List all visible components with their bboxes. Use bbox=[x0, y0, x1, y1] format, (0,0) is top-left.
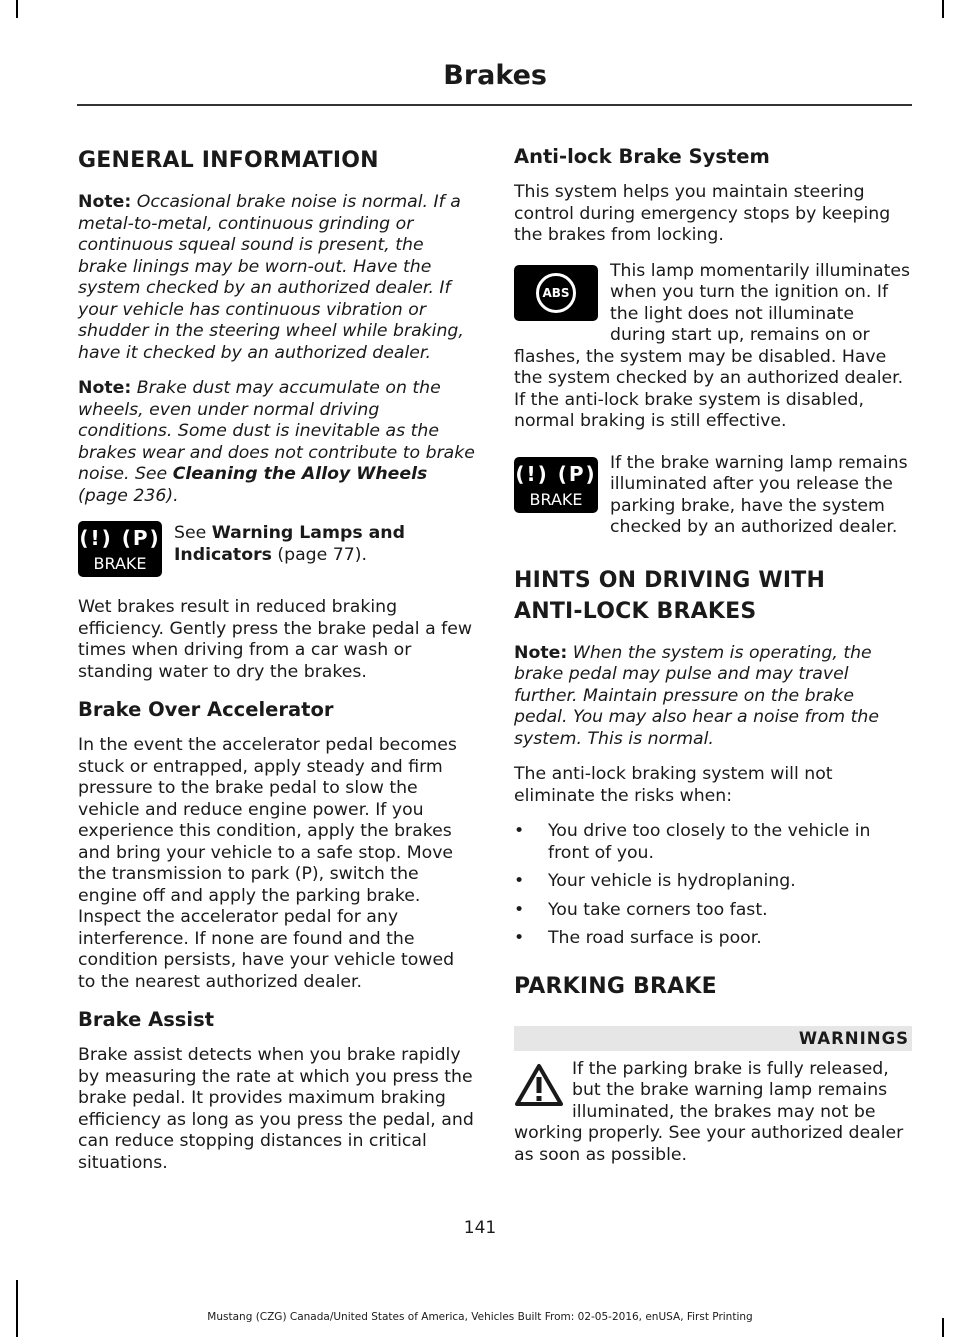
note-label: Note: bbox=[514, 642, 568, 663]
warning-text: If the parking brake is fully released, but the brake warning lamp remains illuminated, the brakes may not be working properly. See your authorized dealer as soon as possible. bbox=[514, 1058, 904, 1165]
abs-ring-icon: ABS bbox=[536, 273, 576, 313]
heading-brake-over-accelerator: Brake Over Accelerator bbox=[78, 698, 334, 721]
bullet: • bbox=[514, 899, 525, 920]
header-divider bbox=[77, 104, 912, 106]
see-prefix: See bbox=[174, 523, 207, 543]
page-footer: Mustang (CZG) Canada/United States of America, Vehicles Built From: 02-05-2016, enUSA, First Printing bbox=[207, 1311, 753, 1323]
bullet: • bbox=[514, 928, 525, 948]
risks-intro-text: The anti-lock braking system will not eliminate the risks when: bbox=[514, 764, 833, 806]
list-item: • You drive too closely to the vehicle in front of you. bbox=[514, 821, 871, 863]
note-text: When the system is operating, the brake pedal may pulse and may travel further. Maintain pressure on the brake pedal. You may also hear a noise from the system. This is normal. bbox=[514, 642, 879, 749]
crop-mark-top-left bbox=[16, 0, 18, 18]
crop-mark-bottom-left bbox=[16, 1280, 18, 1337]
link-warning-lamps[interactable]: Warning Lamps and Indicators bbox=[174, 523, 405, 565]
left-column bbox=[78, 136, 476, 1188]
heading-general-information: GENERAL INFORMATION bbox=[78, 148, 379, 173]
abs-warning-icon bbox=[514, 265, 598, 321]
heading-anti-lock-brake-system: Anti-lock Brake System bbox=[514, 145, 770, 168]
link-cleaning-alloy-wheels[interactable]: Cleaning the Alloy Wheels bbox=[172, 464, 428, 484]
brake-warning-icon bbox=[514, 457, 598, 513]
list-item: • Your vehicle is hydroplaning. bbox=[514, 871, 796, 891]
warning-triangle-icon bbox=[514, 1063, 564, 1107]
brake-assist-text: Brake assist detects when you brake rapidly by measuring the rate at which you press the brake pedal. It provides maximum braking efficiency as long as you press the pedal, and can reduce stopping distances in critical situations. bbox=[78, 1045, 474, 1173]
abs-lamp-paragraph bbox=[514, 261, 912, 433]
note-brake-dust bbox=[78, 378, 476, 507]
bullet: • bbox=[514, 871, 525, 891]
note-text: Occasional brake noise is normal. If a metal-to-metal, continuous grinding or continuous squeal sound is present, the brake linings may be worn-out. Have the system checked by an authorized dealer. If your vehicle has continuous vibration or shudder in the steering wheel while braking, have it checked by an authorized dealer. bbox=[78, 192, 464, 363]
crop-mark-top-right bbox=[942, 0, 944, 18]
brake-glyphs: (!) (P) bbox=[515, 461, 597, 486]
wet-brakes-text: Wet brakes result in reduced braking efficiency. Gently press the brake pedal a few times when driving from a car wash or standing water to dry the brakes. bbox=[78, 597, 472, 682]
note-text: Brake dust may accumulate on the wheels, even under normal driving conditions. Some dust is inevitable as the brakes wear and does not contribute to brake noise. See bbox=[78, 378, 475, 484]
page-header-title: Brakes bbox=[443, 60, 547, 91]
brake-lamp-paragraph bbox=[514, 453, 912, 539]
see-warning-lamps bbox=[78, 521, 476, 583]
page-number: 141 bbox=[463, 1218, 497, 1238]
list-item: • The road surface is poor. bbox=[514, 928, 762, 948]
heading-brake-assist: Brake Assist bbox=[78, 1008, 215, 1031]
brake-over-accelerator-text: In the event the accelerator pedal becomes stuck or entrapped, apply steady and firm pressure to the brake pedal to slow the vehicle and reduce engine power. If you experience this condition, apply the brakes and bring your vehicle to a safe stop. Move the transmission to park (P), switch the engine off and apply the parking brake. Inspect the accelerator pedal for any interference. If none are found and the condition persists, have your vehicle towed to the nearest authorized dealer. bbox=[78, 735, 457, 992]
brake-lamp-text: If the brake warning lamp remains illuminated after you release the parking brake, have the system checked by an authorized dealer. bbox=[610, 452, 908, 537]
warnings-header: WARNINGS bbox=[514, 1026, 912, 1051]
bullet: • bbox=[514, 821, 525, 841]
parking-brake-warning bbox=[514, 1059, 912, 1167]
heading-hints-anti-lock: HINTS ON DRIVING WITH ANTI-LOCK BRAKES bbox=[514, 567, 826, 624]
abs-lamp-text: This lamp momentarily illuminates when you turn the ignition on. If the light does not illuminate during start up, remains on or flashes, the system may be disabled. Have the system checked by an authorized dealer. If the anti-lock brake system is disabled, normal braking is still effective. bbox=[514, 260, 911, 431]
brake-icon-label: BRAKE bbox=[529, 489, 583, 509]
brake-icon-label: BRAKE bbox=[93, 554, 147, 573]
note-brake-noise bbox=[78, 192, 476, 364]
abs-intro-text: This system helps you maintain steering control during emergency stops by keeping the brakes from locking. bbox=[514, 182, 891, 245]
page-ref: (page 236). bbox=[78, 485, 179, 506]
risks-list bbox=[514, 821, 912, 950]
heading-parking-brake: PARKING BRAKE bbox=[514, 973, 717, 999]
note-label: Note: bbox=[78, 378, 132, 398]
page-ref: (page 77). bbox=[277, 544, 367, 565]
right-column bbox=[514, 136, 912, 1166]
list-item: • You take corners too fast. bbox=[514, 899, 768, 920]
note-system-operating bbox=[514, 643, 912, 751]
brake-glyphs: (!) (P) bbox=[79, 526, 161, 550]
brake-warning-icon bbox=[78, 521, 162, 577]
note-label: Note: bbox=[78, 192, 132, 212]
